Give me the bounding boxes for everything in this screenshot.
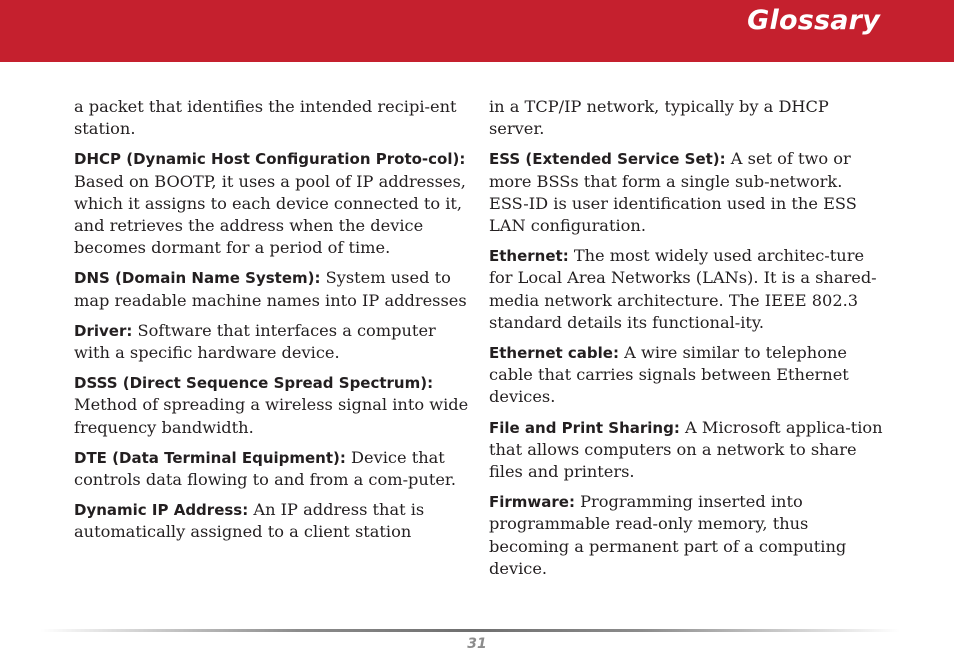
glossary-entry-ess — [489, 148, 887, 237]
glossary-entry-dsss — [74, 372, 470, 439]
glossary-term: DNS (Domain Name System): — [74, 269, 321, 288]
page-number: 31 — [467, 636, 487, 652]
glossary-definition: Method of spreading a wireless signal into wide frequency bandwidth. — [74, 395, 469, 437]
page-title: Glossary — [747, 5, 880, 36]
glossary-entry-firmware — [489, 491, 887, 580]
glossary-definition: System used to map readable machine names into IP addresses — [74, 268, 467, 310]
glossary-definition: Programming inserted into programmable read-only memory, thus becoming a permanent part of a computing device. — [489, 492, 847, 578]
glossary-entry-dns — [74, 267, 470, 311]
glossary-term: ESS (Extended Service Set): — [489, 150, 726, 169]
glossary-definition: Based on BOOTP, it uses a pool of IP addresses, which it assigns to each device connected to it, and retrieves the address when the device becomes dormant for a period of time. — [74, 171, 466, 258]
glossary-term: DHCP (Dynamic Host Configuration Proto-col): — [74, 150, 466, 169]
glossary-definition: Device that controls data flowing to and from a com-puter. — [74, 447, 457, 490]
glossary-column-right — [489, 96, 887, 588]
glossary-term: Ethernet cable: — [489, 344, 619, 363]
glossary-definition: A wire similar to telephone cable that carries signals between Ethernet devices. — [489, 343, 849, 407]
glossary-entry-ethernet-cable — [489, 342, 887, 409]
glossary-definition: A set of two or more BSSs that form a single sub-network. ESS-ID is user identification used in the ESS LAN configuration. — [489, 149, 857, 236]
glossary-definition: The most widely used architec-ture for Local Area Networks (LANs). It is a shared-media network architecture. The IEEE 802.3 standard details its functional-ity. — [489, 246, 877, 332]
glossary-entry-dte — [74, 447, 470, 491]
page-header-bar — [0, 0, 954, 62]
glossary-definition: Software that interfaces a computer with a specific hardware device. — [74, 320, 436, 363]
glossary-term: Dynamic IP Address: — [74, 501, 249, 520]
glossary-entry-dynamic-ip — [74, 499, 470, 543]
glossary-definition: An IP address that is automatically assigned to a client station — [74, 500, 425, 542]
glossary-entry-dhcp — [74, 148, 470, 259]
glossary-term: File and Print Sharing: — [489, 418, 680, 437]
glossary-definition: A Microsoft applica-tion that allows computers on a network to share files and printers. — [489, 417, 883, 482]
glossary-term: DTE (Data Terminal Equipment): — [74, 448, 346, 467]
glossary-column-left — [74, 96, 470, 552]
glossary-entry-ethernet — [489, 245, 887, 334]
glossary-term: Driver: — [74, 321, 133, 340]
glossary-term: DSSS (Direct Sequence Spread Spectrum): — [74, 374, 434, 393]
glossary-entry-file-print-sharing — [489, 417, 887, 484]
glossary-entry-driver — [74, 320, 470, 364]
glossary-term: Ethernet: — [489, 247, 569, 266]
glossary-entry — [74, 96, 470, 140]
glossary-definition: in a TCP/IP network, typically by a DHCP server. — [489, 97, 829, 139]
footer-divider — [40, 629, 900, 632]
glossary-definition: a packet that identifies the intended recipi-ent station. — [74, 97, 457, 139]
glossary-term: Firmware: — [489, 493, 575, 512]
glossary-entry — [489, 96, 887, 140]
